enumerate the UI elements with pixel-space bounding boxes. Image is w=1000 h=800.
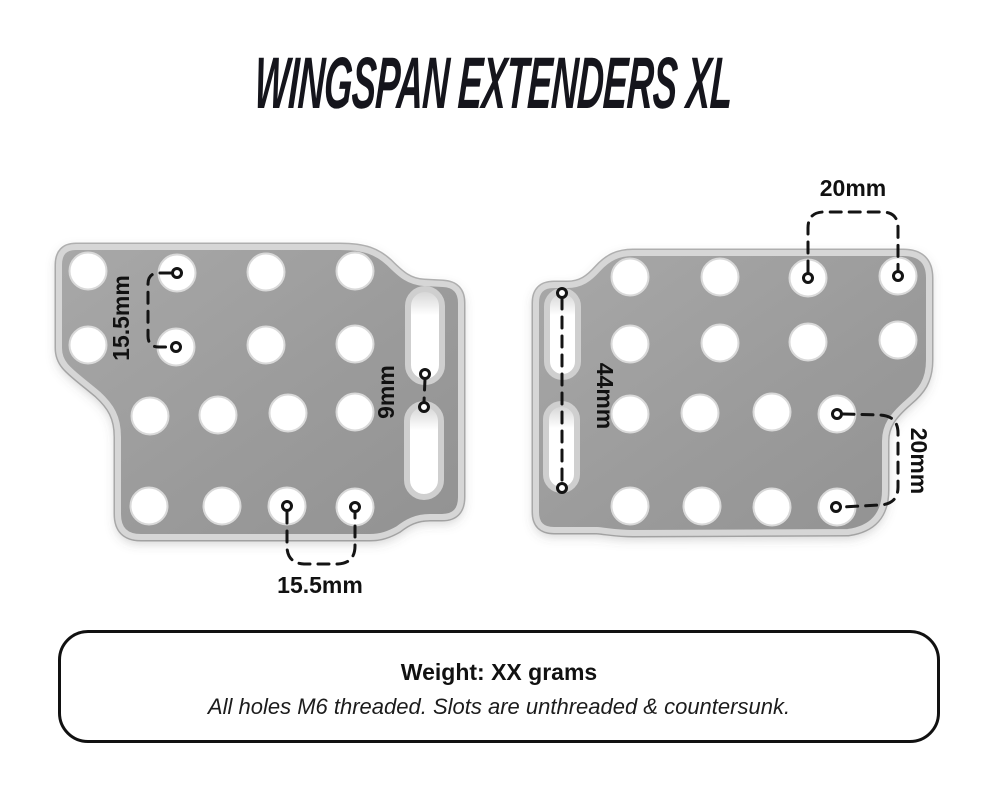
threaded-hole [754,489,791,526]
dim-endpoint [283,502,292,511]
dim-label-left-bottom-spacing: 15.5mm [277,572,363,599]
threaded-hole [684,488,721,525]
dim-endpoint [833,410,842,419]
dim-bracket [424,379,425,402]
threaded-hole [70,253,107,290]
info-box [58,630,940,743]
dim-label-right-row-spacing: 20mm [905,427,932,495]
threaded-hole [612,326,649,363]
dim-label-left-slot-gap: 9mm [373,365,400,419]
countersunk-slot [407,404,441,497]
dim-label-left-row-spacing: 15.5mm [108,275,135,361]
dim-endpoint [804,274,813,283]
threaded-hole [270,395,307,432]
threaded-hole [880,322,917,359]
threaded-hole [754,394,791,431]
threading-note-text: All holes M6 threaded. Slots are unthreaded & countersunk. [207,694,791,719]
threaded-hole [612,488,649,525]
threaded-hole [337,394,374,431]
threaded-hole [200,397,237,434]
threaded-hole [337,326,374,363]
dim-label-right-top-spacing: 20mm [819,175,887,202]
threaded-hole [131,488,168,525]
dim-endpoint [558,289,567,298]
product-title: WINGSPAN EXTENDERS XL [253,43,735,124]
threaded-hole [702,325,739,362]
dim-endpoint [172,343,181,352]
dim-endpoint [351,503,360,512]
threaded-hole [204,488,241,525]
dim-endpoint [420,403,429,412]
threaded-hole [248,327,285,364]
weight-text: Weight: XX grams [400,659,598,685]
threaded-hole [682,395,719,432]
threaded-hole [132,398,169,435]
threaded-hole [337,253,374,290]
threaded-hole [70,327,107,364]
threaded-hole [248,254,285,291]
dim-endpoint [894,272,903,281]
dim-endpoint [558,484,567,493]
dim-label-right-slot-span: 44mm [591,362,618,430]
threaded-hole [702,259,739,296]
threaded-hole [790,324,827,361]
threaded-hole [612,259,649,296]
dim-endpoint [421,370,430,379]
dim-endpoint [173,269,182,278]
dim-endpoint [832,503,841,512]
